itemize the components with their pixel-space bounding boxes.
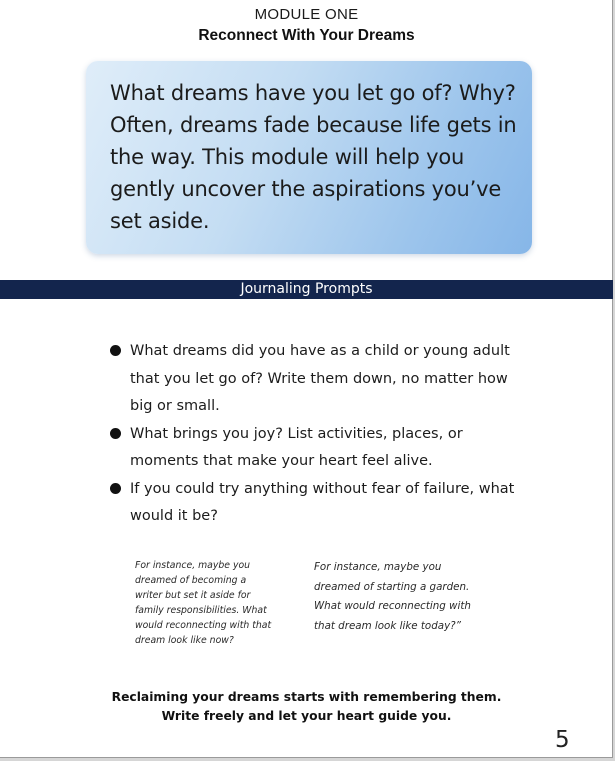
example-note-left: For instance, maybe you dreamed of becoming a writer but set it aside for family responsibilities. What would reconnecting with that dream look like now? [135,560,272,646]
prompt-item [108,421,528,476]
prompt-item [108,338,528,421]
closing-message [0,688,613,726]
intro-callout-box [86,61,532,254]
closing-line-1: Reclaiming your dreams starts with remembering them. [111,690,502,704]
intro-text: What dreams have you let go of? Why? Often, dreams fade because life gets in the way. This module will help you gently uncover the aspirations you’ve set aside. [110,81,517,233]
bullet-icon [110,483,121,494]
prompt-item [108,476,528,531]
closing-line-2: Write freely and let your heart guide you. [161,709,452,723]
prompt-text: What dreams did you have as a child or young adult that you let go of? Write them down, no matter how big or small. [130,343,510,414]
module-title: Reconnect With Your Dreams [198,27,415,44]
section-title: Journaling Prompts [240,281,373,297]
prompt-text: What brings you joy? List activities, places, or moments that make your heart feel alive. [130,425,463,469]
prompt-text: If you could try anything without fear of failure, what would it be? [130,480,515,524]
prompt-list [108,338,528,531]
module-label: MODULE ONE [254,6,359,23]
section-banner [0,280,613,299]
example-note-right: For instance, maybe you dreamed of starting a garden. What would reconnecting with that dream look like today?” [314,561,471,632]
bullet-icon [110,345,121,356]
page-number: 5 [555,727,570,753]
bullet-icon [110,428,121,439]
